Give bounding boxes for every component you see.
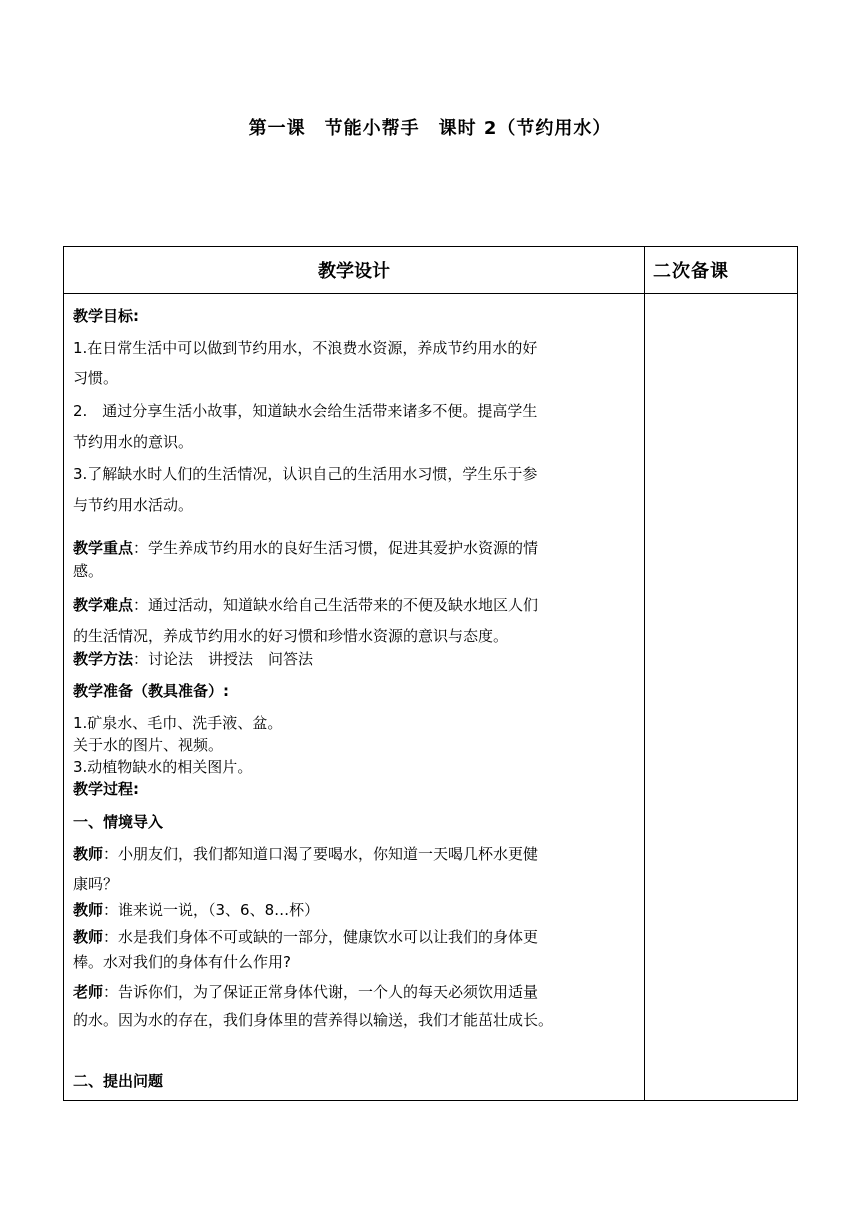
teacher-2-line: 教师：谁来说一说，（3、6、8…杯）	[73, 901, 320, 919]
difficulty-line-2: 的生活情况，养成节约用水的好习惯和珍惜水资源的意识与态度。	[73, 627, 509, 645]
difficulty-label: 教学难点	[73, 596, 134, 614]
teacher-3-line-1: 教师：水是我们身体不可或缺的一部分，健康饮水可以让我们的身体更	[73, 928, 539, 946]
key-point-label: 教学重点	[73, 539, 134, 557]
teaching-design-header: 教学设计	[64, 247, 645, 294]
process-label: 教学过程:	[73, 780, 139, 798]
teacher-1-line-2: 康吗？	[73, 875, 119, 893]
difficulty-line-1: 教学难点：通过活动，知道缺水给自己生活带来的不便及缺水地区人们	[73, 596, 539, 614]
teacher-1-line-1: 教师：小朋友们，我们都知道口渴了要喝水，你知道一天喝几杯水更健	[73, 845, 539, 863]
key-point-line-2: 感。	[73, 562, 104, 580]
secondary-prep-header: 二次备课	[645, 247, 798, 294]
teacher-label: 教师	[73, 901, 104, 919]
goal-1-line-2: 习惯。	[73, 369, 119, 387]
teacher-label: 教师	[73, 928, 104, 946]
goal-label: 教学目标:	[73, 307, 139, 325]
secondary-prep-cell	[645, 294, 798, 1101]
method-label: 教学方法	[73, 650, 134, 668]
teaching-design-cell	[64, 294, 645, 1101]
goal-2-line-1: 2. 通过分享生活小故事，知道缺水会给生活带来诸多不便。提高学生	[73, 402, 538, 420]
teacher-4-line-2: 的水。因为水的存在，我们身体里的营养得以输送，我们才能茁壮成长。	[73, 1011, 554, 1029]
teacher-label: 老师	[73, 983, 104, 1001]
prep-item-3: 3.动植物缺水的相关图片。	[73, 758, 253, 776]
goal-3-line-1: 3.了解缺水时人们的生活情况，认识自己的生活用水习惯，学生乐于参	[73, 465, 538, 483]
key-point-line-1: 教学重点：学生养成节约用水的良好生活习惯，促进其爱护水资源的情	[73, 539, 539, 557]
section-2-heading: 二、提出问题	[73, 1072, 164, 1090]
method-line: 教学方法：讨论法 讲授法 问答法	[73, 650, 314, 668]
teacher-4-line-1: 老师：告诉你们，为了保证正常身体代谢，一个人的每天必须饮用适量	[73, 983, 539, 1001]
goal-3-line-2: 与节约用水活动。	[73, 496, 194, 514]
goal-1-line-1: 1.在日常生活中可以做到节约用水，不浪费水资源，养成节约用水的好	[73, 339, 538, 357]
lesson-plan-table	[63, 246, 798, 1101]
teacher-3-line-2: 棒。水对我们的身体有什么作用?	[73, 953, 291, 971]
prep-label: 教学准备（教具准备）:	[73, 682, 229, 700]
prep-item-2: 关于水的图片、视频。	[73, 736, 224, 754]
prep-item-1: 1.矿泉水、毛巾、洗手液、盆。	[73, 714, 283, 732]
section-1-heading: 一、情境导入	[73, 813, 164, 831]
page-title: 第一课 节能小帮手 课时 2（节约用水）	[248, 118, 612, 139]
teacher-label: 教师	[73, 845, 104, 863]
goal-2-line-2: 节约用水的意识。	[73, 433, 194, 451]
